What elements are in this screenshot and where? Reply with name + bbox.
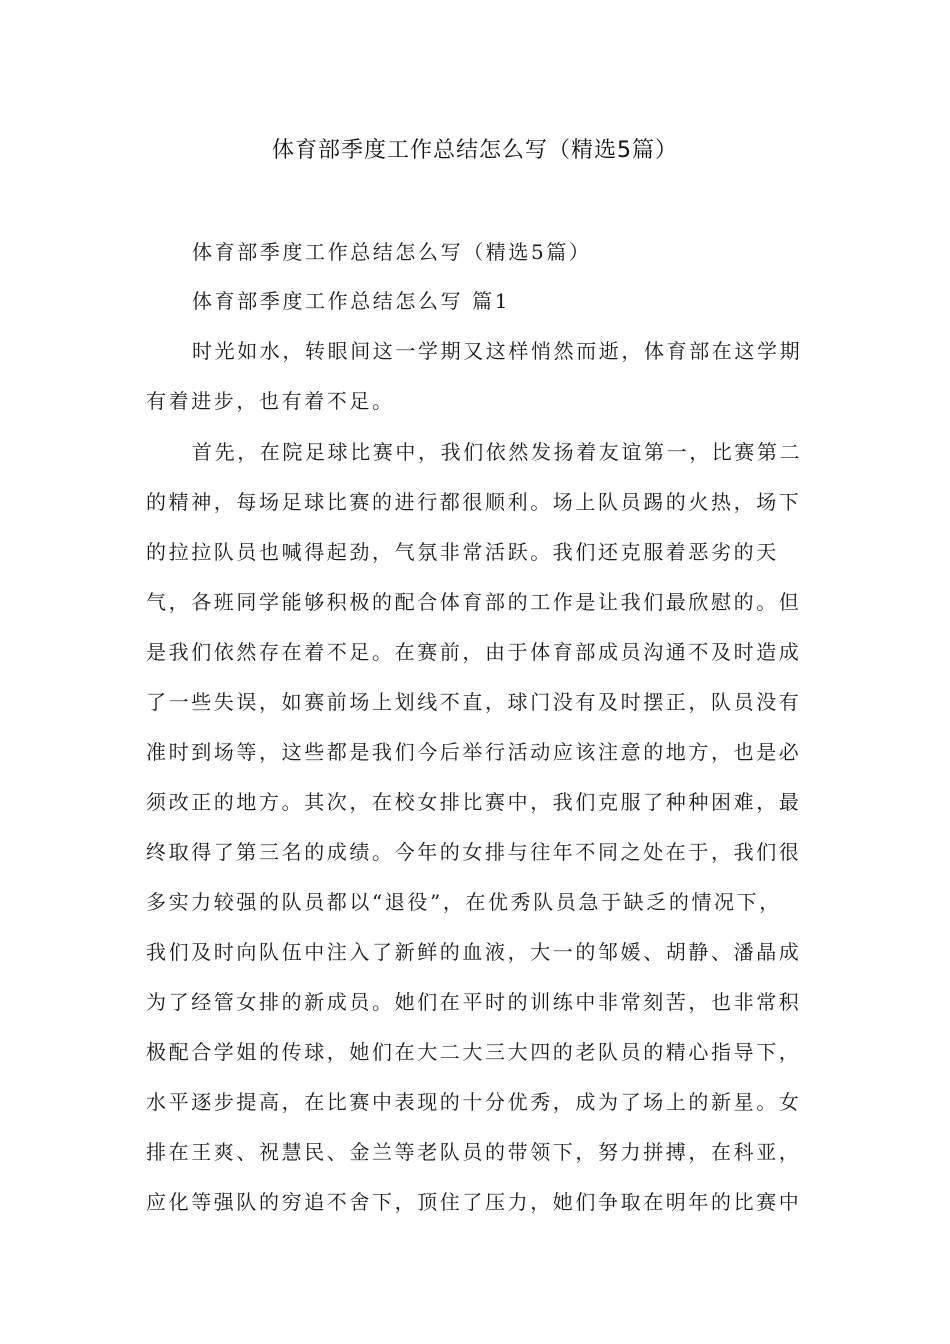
section-heading: 体育部季度工作总结怎么写 篇1 [192, 289, 511, 313]
paragraph-line: 须改正的地方。其次，在校女排比赛中，我们克服了种种困难，最 [146, 790, 802, 814]
paragraph-line: 为了经管女排的新成员。她们在平时的训练中非常刻苦，也非常积 [146, 990, 802, 1014]
paragraph-line: 我们及时向队伍中注入了新鲜的血液，大一的邹媛、胡静、潘晶成 [146, 940, 802, 964]
paragraph-line: 首先，在院足球比赛中，我们依然发扬着友谊第一，比赛第二 [192, 440, 803, 464]
paragraph-line: 是我们依然存在着不足。在赛前，由于体育部成员沟通不及时造成 [146, 640, 802, 664]
paragraph-line: 终取得了第三名的成绩。今年的女排与往年不同之处在于，我们很 [146, 840, 802, 864]
paragraph-line: 排在王爽、祝慧民、金兰等老队员的带领下，努力拼搏，在科亚， [146, 1140, 802, 1164]
paragraph-line: 气，各班同学能够积极的配合体育部的工作是让我们最欣慰的。但 [146, 590, 802, 614]
paragraph-line: 了一些失误，如赛前场上划线不直，球门没有及时摆正，队员没有 [146, 690, 802, 714]
paragraph-line: 的拉拉队员也喊得起劲，气氛非常活跃。我们还克服着恶劣的天 [146, 540, 779, 564]
paragraph-line: 水平逐步提高，在比赛中表现的十分优秀，成为了场上的新星。女 [146, 1090, 802, 1114]
paragraph-line: 的精神，每场足球比赛的进行都很顺利。场上队员踢的火热，场下 [146, 490, 802, 514]
paragraph-line: 多实力较强的队员都以“退役”，在优秀队员急于缺乏的情况下， [146, 890, 782, 914]
paragraph-line: 准时到场等，这些都是我们今后举行活动应该注意的地方，也是必 [146, 740, 802, 764]
document-title: 体育部季度工作总结怎么写（精选5篇） [272, 138, 678, 163]
paragraph-line: 有着进步，也有着不足。 [146, 389, 395, 413]
document-heading: 体育部季度工作总结怎么写（精选5篇） [192, 240, 592, 264]
paragraph-line: 极配合学姐的传球，她们在大二大三大四的老队员的精心指导下， [146, 1040, 802, 1064]
paragraph-line: 应化等强队的穷追不舍下，顶住了压力，她们争取在明年的比赛中 [146, 1190, 802, 1214]
paragraph-line: 时光如水，转眼间这一学期又这样悄然而逝，体育部在这学期 [192, 339, 803, 363]
